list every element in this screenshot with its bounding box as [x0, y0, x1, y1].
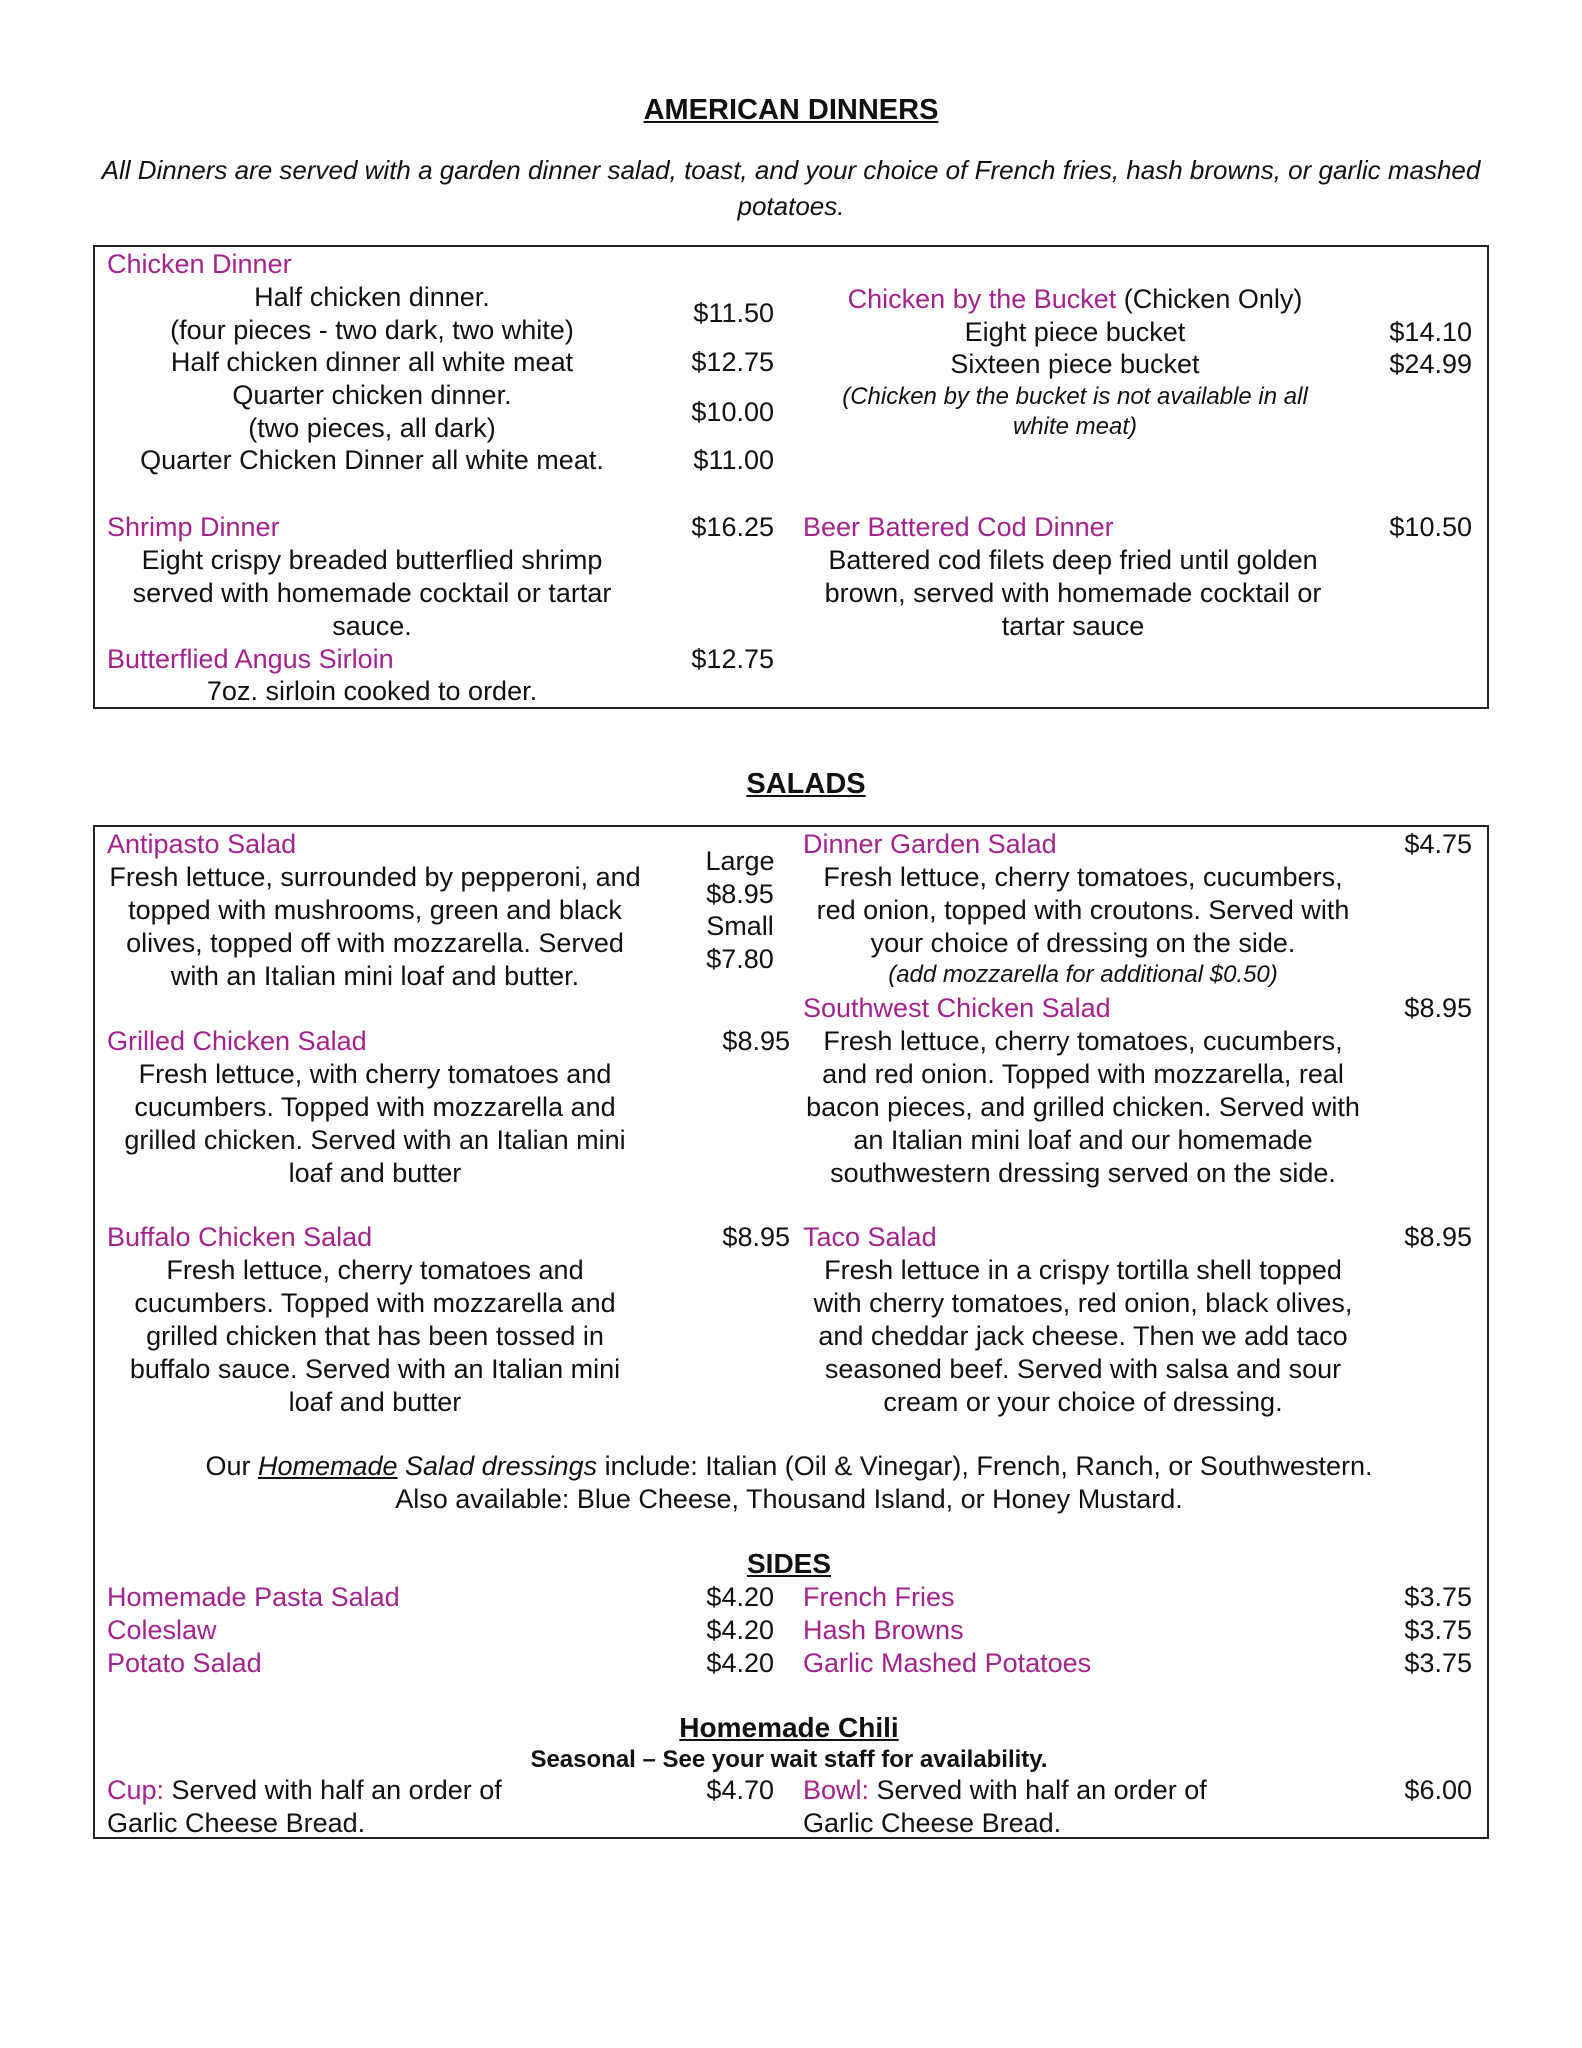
antipasto-price-large: $8.95 [706, 879, 774, 909]
side-french-fries: French Fries [803, 1582, 955, 1612]
taco-salad-desc: Fresh lettuce in a crispy tortilla shell topped with cherry tomatoes, red onion, black olives, and cheddar jack cheese. Then we add taco seasoned beef. Served with salsa and sour cream or your choice of dressing. [813, 1255, 1353, 1417]
chili-bowl-label: Bowl: [803, 1775, 870, 1805]
side-coleslaw-price: $4.20 [706, 1615, 774, 1645]
chicken-dinner-name: Chicken Dinner [107, 249, 292, 279]
southwest-salad-desc: Fresh lettuce, cherry tomatoes, cucumbers, and red onion. Topped with mozzarella, real bacon pieces, and grilled chicken. Served with an Italian mini loaf and our homemade southwestern dressing served on the side. [806, 1026, 1360, 1188]
antipasto-size-large: Large [705, 846, 775, 876]
cod-dinner-name: Beer Battered Cod Dinner [803, 512, 1114, 542]
shrimp-dinner-name: Shrimp Dinner [107, 512, 280, 542]
dressings-mid: Salad dressings [397, 1451, 598, 1481]
sirloin-price: $12.75 [691, 644, 774, 674]
bucket-name: Chicken by the Bucket [847, 284, 1117, 314]
chicken-line-3: Quarter chicken dinner. [232, 380, 512, 410]
chili-bowl-price: $6.00 [1404, 1775, 1472, 1805]
sides-title: SIDES [746, 1548, 832, 1579]
southwest-salad-price: $8.95 [1404, 993, 1472, 1023]
side-pasta-salad-price: $4.20 [706, 1582, 774, 1612]
buffalo-salad-name: Buffalo Chicken Salad [107, 1222, 373, 1252]
side-potato-salad: Potato Salad [107, 1648, 262, 1678]
chicken-line-1: Half chicken dinner. [254, 282, 490, 312]
southwest-salad-name: Southwest Chicken Salad [803, 993, 1111, 1023]
chili-cup-label: Cup: [107, 1775, 165, 1805]
chili-bowl-desc: Served with half an order of [869, 1775, 1207, 1805]
antipasto-name: Antipasto Salad [107, 829, 297, 859]
chicken-price-2: $12.75 [691, 347, 774, 377]
bucket-heading [800, 283, 1350, 316]
side-coleslaw: Coleslaw [107, 1615, 217, 1645]
side-garlic-mashed-price: $3.75 [1404, 1648, 1472, 1678]
cod-dinner-desc: Battered cod filets deep fried until golden brown, served with homemade cocktail or tartar sauce [824, 545, 1322, 641]
side-hash-browns: Hash Browns [803, 1615, 964, 1645]
bucket-suffix: (Chicken Only) [1116, 284, 1303, 314]
taco-salad-price: $8.95 [1404, 1222, 1472, 1252]
garden-salad-name: Dinner Garden Salad [803, 829, 1057, 859]
chili-subtitle: Seasonal – See your wait staff for availability. [530, 1746, 1048, 1773]
grilled-salad-desc: Fresh lettuce, with cherry tomatoes and cucumbers. Topped with mozzarella and grilled chicken. Served with an Italian mini loaf and butter [124, 1059, 626, 1188]
antipasto-desc: Fresh lettuce, surrounded by pepperoni, and topped with mushrooms, green and black olives, topped off with mozzarella. Served with an Italian mini loaf and butter. [109, 862, 641, 991]
garden-salad-price: $4.75 [1404, 829, 1472, 859]
chili-cup-price: $4.70 [706, 1775, 774, 1805]
sirloin-desc: 7oz. sirloin cooked to order. [206, 676, 538, 706]
american-dinners-intro: All Dinners are served with a garden dinner salad, toast, and your choice of French fries, hash browns, or garlic mashed potatoes. [101, 155, 1481, 221]
taco-salad-name: Taco Salad [803, 1222, 937, 1252]
dressings-pre: Our [205, 1451, 258, 1481]
grilled-salad-name: Grilled Chicken Salad [107, 1026, 367, 1056]
side-hash-browns-price: $3.75 [1404, 1615, 1472, 1645]
dressings-line-1 [107, 1450, 1471, 1483]
chili-title: Homemade Chili [679, 1712, 899, 1743]
dressings-post: include: Italian (Oil & Vinegar), French, Ranch, or Southwestern. [597, 1451, 1373, 1481]
chili-cup-line-2: Garlic Cheese Bread. [107, 1808, 366, 1838]
antipasto-size-small: Small [706, 911, 774, 941]
buffalo-salad-price: $8.95 [722, 1222, 790, 1252]
chili-cup-desc: Served with half an order of [164, 1775, 502, 1805]
shrimp-dinner-desc: Eight crispy breaded butterflied shrimp served with homemade cocktail or tartar sauce. [132, 545, 612, 641]
bucket-line-1: Eight piece bucket [964, 317, 1186, 347]
american-dinners-title: AMERICAN DINNERS [643, 94, 939, 126]
side-french-fries-price: $3.75 [1404, 1582, 1472, 1612]
bucket-note: (Chicken by the bucket is not available in all white meat) [842, 383, 1308, 440]
chili-bowl-line-1 [803, 1774, 1207, 1807]
chili-bowl-line-2: Garlic Cheese Bread. [803, 1808, 1062, 1838]
chicken-price-3: $10.00 [691, 397, 774, 427]
garden-salad-desc: Fresh lettuce, cherry tomatoes, cucumbers, red onion, topped with croutons. Served with your choice of dressing on the side. [816, 862, 1350, 958]
chicken-line-3b: (two pieces, all dark) [248, 413, 496, 443]
garden-salad-note: (add mozzarella for additional $0.50) [888, 961, 1278, 988]
grilled-salad-price: $8.95 [722, 1026, 790, 1056]
bucket-line-2: Sixteen piece bucket [950, 349, 1200, 379]
sirloin-name: Butterflied Angus Sirloin [107, 644, 394, 674]
side-garlic-mashed: Garlic Mashed Potatoes [803, 1648, 1092, 1678]
cod-dinner-price: $10.50 [1389, 512, 1472, 542]
buffalo-salad-desc: Fresh lettuce, cherry tomatoes and cucumbers. Topped with mozzarella and grilled chicken that has been tossed in buffalo sauce. Served with an Italian mini loaf and butter [129, 1255, 621, 1417]
shrimp-dinner-price: $16.25 [691, 512, 774, 542]
side-potato-salad-price: $4.20 [706, 1648, 774, 1678]
dressings-homemade: Homemade [257, 1451, 398, 1481]
chili-cup-line-1 [107, 1774, 502, 1807]
chicken-price-1: $11.50 [693, 298, 774, 328]
antipasto-price-small: $7.80 [706, 944, 774, 974]
chicken-line-1b: (four pieces - two dark, two white) [170, 315, 574, 345]
bucket-price-2: $24.99 [1389, 349, 1472, 379]
salads-title: SALADS [746, 768, 866, 800]
dressings-line-2: Also available: Blue Cheese, Thousand Island, or Honey Mustard. [395, 1484, 1183, 1514]
chicken-line-2: Half chicken dinner all white meat [170, 347, 574, 377]
bucket-price-1: $14.10 [1389, 317, 1472, 347]
side-pasta-salad: Homemade Pasta Salad [107, 1582, 400, 1612]
chicken-line-4: Quarter Chicken Dinner all white meat. [140, 445, 604, 475]
chicken-price-4: $11.00 [693, 445, 774, 475]
